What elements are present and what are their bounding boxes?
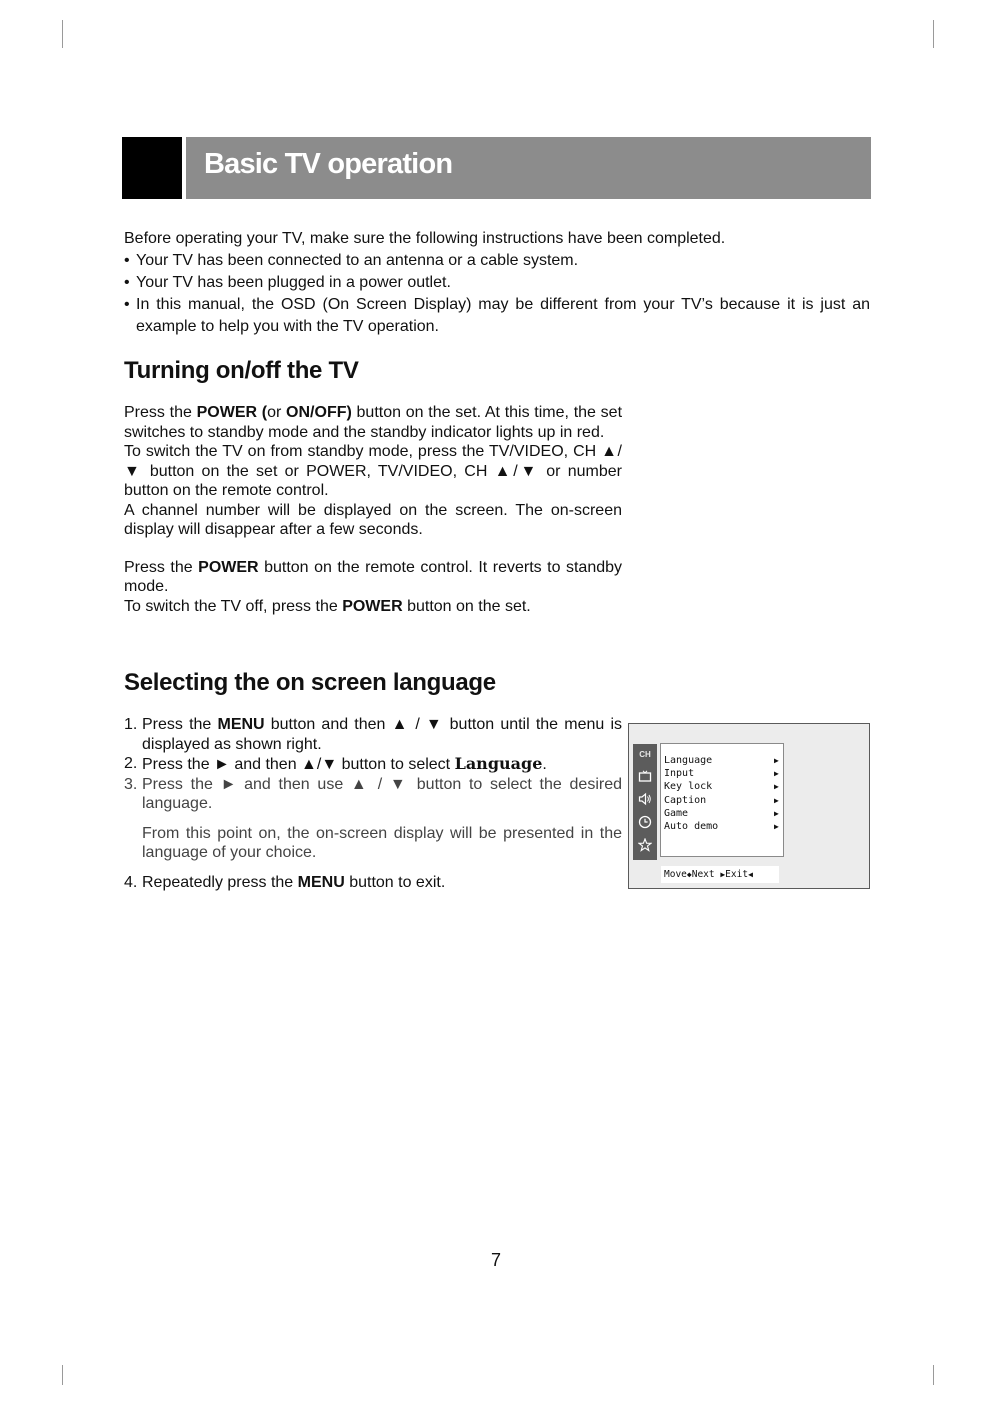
language-steps-continued [124, 873, 622, 893]
crop-mark-bottom-left [62, 1365, 63, 1385]
intro-bullets [124, 250, 870, 338]
turning-paragraph-5: To switch the TV off, press the POWER button on the set. [124, 597, 531, 615]
bullet-item: • Your TV has been plugged in a power outlet. [124, 272, 870, 294]
speaker-icon [637, 791, 653, 807]
osd-menu-item[interactable]: Caption ▶ [664, 794, 779, 806]
arrow-right-icon: ▶ [720, 870, 726, 879]
language-steps [124, 715, 622, 814]
osd-status-bar [661, 866, 779, 883]
language-section [124, 715, 622, 892]
crop-mark-bottom-right [933, 1365, 934, 1385]
arrow-right-icon: ▶ [774, 782, 779, 792]
status-move-label: Move [664, 869, 687, 880]
osd-menu-item[interactable]: Game ▶ [664, 807, 779, 819]
arrow-right-icon: ▶ [774, 795, 779, 805]
channel-icon: CH [639, 750, 651, 759]
arrow-right-icon: ▶ [774, 769, 779, 779]
step-note: From this point on, the on-screen display will be presented in the language of your choice. [142, 824, 622, 861]
step-item: 3. Press the ► and then use ▲ / ▼ button to select the desired language. [124, 775, 622, 812]
tv-input-icon [637, 769, 653, 785]
star-icon [637, 837, 653, 853]
turning-paragraph-4: Press the POWER button on the remote control. It reverts to standby mode. [124, 558, 623, 595]
osd-menu-item[interactable]: Input ▶ [664, 768, 779, 780]
osd-icon-column [633, 744, 657, 860]
turning-section [124, 403, 622, 616]
status-exit-label: Exit [725, 869, 749, 880]
turning-paragraph-2: To switch the TV on from standby mode, press the TV/VIDEO, CH ▲/▼ button on the set or POWER, TV/VIDEO, CH ▲/▼ or number button on the remote control. [124, 443, 622, 499]
step-item: 1. Press the MENU button and then ▲ / ▼ button until the menu is displayed as shown right. [124, 716, 622, 753]
intro-lead: Before operating your TV, make sure the following instructions have been completed. [124, 230, 726, 247]
crop-mark-top-left [62, 20, 63, 48]
osd-menu-list [661, 744, 783, 833]
turning-paragraph-1: Press the POWER (or ON/OFF) button on the set. At this time, the set switches to standby mode and the standby indicator lights up in red. [124, 404, 623, 441]
up-down-icon: ◆ [686, 870, 692, 879]
arrow-right-icon: ▶ [774, 808, 779, 818]
osd-menu-item[interactable]: Language ▶ [664, 755, 779, 766]
osd-menu-item[interactable]: Key lock ▶ [664, 781, 779, 793]
title-bar [186, 137, 871, 199]
page-number: 7 [490, 1250, 501, 1270]
title-block [122, 137, 182, 199]
crop-mark-top-right [933, 20, 934, 48]
intro-section [124, 228, 870, 338]
step-item: 4. Repeatedly press the MENU button to exit. [124, 873, 446, 891]
section-heading-turning: Turning on/off the TV [124, 357, 359, 384]
osd-menu-item[interactable]: Auto demo ▶ [664, 820, 779, 832]
osd-menu-box [660, 743, 784, 857]
clock-icon [637, 814, 653, 830]
step-item: 2. Press the ► and then ▲/▼ button to select Language. [124, 754, 547, 773]
section-heading-language: Selecting the on screen language [124, 669, 496, 696]
osd-screen-illustration [628, 723, 870, 889]
arrow-right-icon: ▶ [774, 821, 779, 831]
page-title: Basic TV operation [204, 148, 453, 180]
arrow-right-icon: ▶ [774, 756, 779, 765]
bullet-item: • In this manual, the OSD (On Screen Display) may be different from your TV’s because it is just an example to help you with the TV operation. [124, 294, 870, 338]
status-next-label: Next [691, 869, 715, 880]
bullet-item: • Your TV has been connected to an antenna or a cable system. [124, 250, 870, 272]
arrow-left-icon: ◀ [748, 870, 753, 879]
turning-paragraph-3: A channel number will be displayed on the screen. The on-screen display will disappear after a few seconds. [124, 501, 622, 538]
